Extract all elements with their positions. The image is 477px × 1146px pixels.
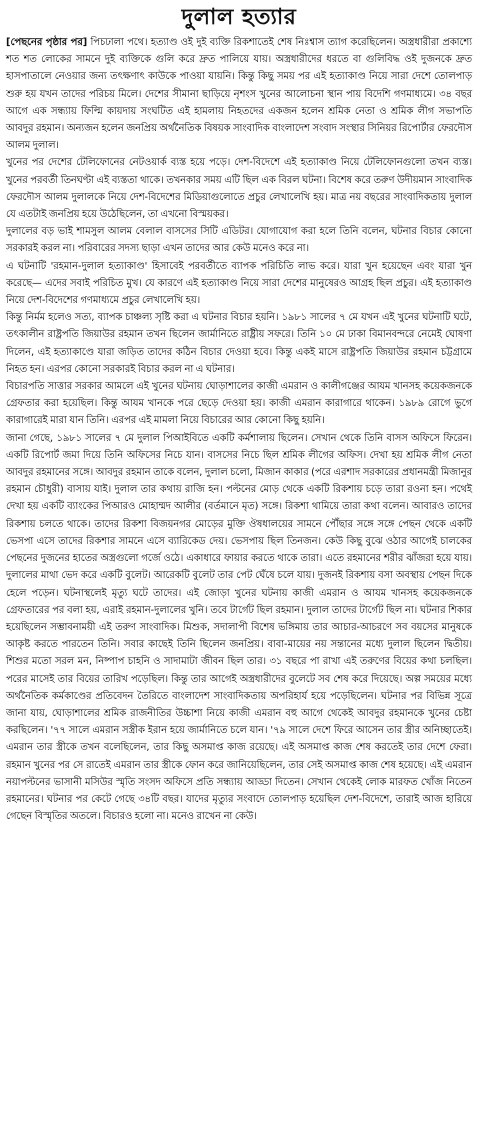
article-paragraph: কিন্তু নির্মম হলেও সত্য, ব্যাপক চাঞ্চল্য সৃষ্টি করা এ ঘটনার বিচার হয়নি। ১৯৮১ সালের ৭ মে যখন এই খুনের ঘটনাটি ঘটে, তৎকালীন রাষ্ট্রপতি জিয়াউর রহমান তখন ছিলেন জার্মানিতে রাষ্ট্রীয় সফরে। তিনি ১০ মে ঢাকা বিমানবন্দরে নেমেই ঘোষণা দিলেন, এই হত্যাকাণ্ডে যারা জড়িত তাদের কঠিন বিচার দেওয়া হবে। কিন্তু একই মাসে রাষ্ট্রপতি জিয়াউর রহমান চট্টগ্রামে নিহত হন। এরপর কোনো সরকারই বিচার করল না এ ঘটনার। bbox=[6, 312, 472, 375]
article-paragraph: বিচারপতি সাত্তার সরকার আমলে এই খুনের ঘটনায় ঘোড়াশালের কাজী এমরান ও কালীগঞ্জের আযম খানসহ কয়েকজনকে গ্রেফতার করা হয়েছিল। কিন্তু আযম খানকে পরে ছেড়ে দেওয়া হয়। কাজী এমরান কারাগারে থাকেন। ১৯৮৯ রোগে ভুগে কারাগারেই মারা যান তিনি। এরপর এই মামলা নিয়ে বিচারের আর কোনো কিছু হয়নি। bbox=[6, 381, 472, 427]
article-paragraph: জানা গেছে, ১৯৮১ সালের ৭ মে দুলাল পিআইবিতে একটি কর্মশালায় ছিলেন। সেখান থেকে তিনি বাসস অফিসে ফিরেন। একটি রিপোর্ট জমা দিয়ে তিনি অফিসের নিচে যান। বাসসের নিচে ছিল শ্রমিক লীগের অফিস। দেখা হয় শ্রমিক লীগ নেতা আবদুর রহমানের সঙ্গে। আবদুর রহমান তাকে বলেন, দুলাল চলো, মিজান কাকার (পরে এরশাদ সরকারের প্রধানমন্ত্রী মিজানুর রহমান চৌধুরী) বাসায় যাই। দুলাল তার কথায় রাজি হন। পল্টনের মোড় থেকে একটি রিকশায় চড়ে তারা রওনা হন। পথেই দেখা হয় একটি ব্যাংকের পিআরও মোহাম্মদ আলীর (বর্তমানে মৃত) সঙ্গে। রিকশা থামিয়ে তারা কথা বলেন। আবারও তাদের রিকশায় চলতে থাকে। তাদের রিকশা বিজয়নগর মোড়ের মুক্তি ঔষধালয়ের সামনে পৌঁছার সঙ্গে সঙ্গে পেছন থেকে একটি ভেসপা এসে তাদের রিকশার সামনে এসে ব্যারিকেড দেয়। ভেসপায় ছিল তিনজন। কেউ কিছু বুঝে ওঠার আগেই চালকের পেছনের দুজনের হাতের অস্ত্রগুলো গর্জে ওঠে। একাধারে ফায়ার করতে থাকে তারা। এতে রহমানের শরীর ঝাঁজরা হয়ে যায়। দুলালের মাথা ভেদ করে একটি বুলেট। আরেকটি বুলেট তার পেট ঘেঁষে চলে যায়। দুজনই রিকশায় বসা অবস্থায় পেছন দিকে হেলে পড়েন। ঘটনাস্থলেই মৃত্যু ঘটে তাদের। এই জোড়া খুনের ঘটনায় কাজী এমরান ও আযম খানসহ কয়েকজনকে গ্রেফতারের পর বলা হয়, এরাই রহমান-দুলালের খুনি। তবে টার্গেট ছিল রহমান। দুলাল তাদের টার্গেট ছিল না। ঘটনার শিকার হয়েছিলেন সম্ভাবনাময়ী এই তরুণ সাংবাদিক। মিশুক, সদালাপী বিশেষ ভঙ্গিমায় তার আচার-আচরণে সব বয়সের মানুষকে আকৃষ্ট করতে পারতেন তিনি। সবার কাছেই তিনি ছিলেন জনপ্রিয়। বাবা-মায়ের নয় সন্তানের মধ্যে দুলাল ছিলেন দ্বিতীয়। শিশুর মতো সরল মন, নিষ্পাপ চাহনি ও সাদামাটা জীবন ছিল তার। ৩১ বছরে পা রাখা এই তরুণের বিয়ের কথা চলছিল। পরের মাসেই তার বিয়ের তারিখ পড়েছিল। কিন্তু তার আগেই অস্ত্রধারীদের বুলেটে সব শেষ করে দিয়েছে। অল্প সময়ের মধ্যে অর্থনৈতিক কর্মকাণ্ডের প্রতিবেদন তৈরিতে বাংলাদেশ সাংবাদিকতায় অপরিহার্য হয়ে পড়েছিলেন। ঘটনার পর বিভিন্ন সূত্রে জানা যায়, ঘোড়াশালের শ্রমিক রাজনীতির উচ্চাশা নিয়ে কাজী এমরান বহু আগে থেকেই আবদুর রহমানকে খুনের চেষ্টা করছিলেন। '৭৭ সালে এমরান সস্ত্রীক ইরান হয়ে জার্মানিতে চলে যান। '৭৯ সালে দেশে ফিরে আসেন তার স্ত্রীর অনিচ্ছাতেই। এমরান তার স্ত্রীকে তখন বলেছিলেন, তার কিছু অসমাপ্ত কাজ রয়েছে। এই অসমাপ্ত কাজ শেষ করতেই তার দেশে ফেরা। রহমান খুনের পর সে রাতেই এমরান তার স্ত্রীকে ফোন করে জানিয়েছিলেন, তার সেই অসমাপ্ত কাজ শেষ হয়েছে। এই এমরান নয়াপল্টনের ভাসানী মসিউর স্মৃতি সংসদ অফিসে প্রতি সন্ধ্যায় আড্ডা দিতেন। সেখান থেকেই লোক মারফত খোঁজ নিতেন রহমানের। ঘটনার পর কেটে গেছে ৩৪টি বছর। যাদের মৃত্যুর সংবাদে তোলপাড় হয়েছিল দেশ-বিদেশে, তারাই আজ হারিয়ে গেছেন বিস্মৃতির অতলে। বিচারও হলো না। মনেও রাখেন না কেউ। bbox=[6, 432, 472, 823]
article-body bbox=[6, 34, 472, 825]
article-paragraph: খুনের পর দেশের টেলিফোনের নেটওয়ার্ক ব্যস্ত হয়ে পড়ে। দেশ-বিদেশে এই হত্যাকাণ্ড নিয়ে টেলিফোনগুলো তখন ব্যস্ত। খুনের পরবর্তী তিনঘণ্টা এই ব্যস্ততা থাকে। তখনকার সময় এটি ছিল এক বিরল ঘটনা। বিশেষ করে তরুণ উদীয়মান সাংবাদিক ফেরদৌস আলম দুলালকে নিয়ে দেশ-বিদেশের মিডিয়াগুলোতে প্রচুর লেখালেখি হয়। মাত্র নয় বছরের সাংবাদিকতায় দুলাল যে এতটাই জনপ্রিয় হয়ে উঠেছিলেন, তা এখনো বিস্ময়কর। bbox=[6, 157, 472, 221]
article-headline: দুলাল হত্যার bbox=[181, 5, 297, 30]
article-paragraph bbox=[6, 34, 472, 154]
article-paragraph: এ ঘটনাটি 'রহমান-দুলাল হত্যাকাণ্ড' হিসাবেই পরবর্তীতে ব্যাপক পরিচিতি লাভ করে। যারা খুন হয়েছেন এবং যারা খুন করেছে— এদের সবাই পরিচিত মুখ। যে কারণে এই হত্যাকাণ্ড নিয়ে সারা দেশের মানুষেরও আগ্রহ ছিল প্রচুর। এই হত্যাকাণ্ড নিয়ে দেশ-বিদেশের গণমাধ্যমে প্রচুর লেখালেখি হয়। bbox=[6, 260, 472, 307]
article-paragraph-text: পিচঢালা পথে। হত্যাণ্ড ওই দুই ব্যক্তি রিকশাতেই শেষ নিঃশ্বাস ত্যাগ করেছিলেন। অস্ত্রধারীরা প্রকাশ্যে শত শত লোকের সামনে দুই ব্যক্তিকে গুলি করে দ্রুত পালিয়ে যায়। অস্ত্রধারীদের ধরতে বা গুলিবিদ্ধ ওই দুজনকে দ্রুত হাসপাতালে নেওয়ার জন্য তৎক্ষণাৎ কাউকে পাওয়া যায়নি। কিন্তু কিছু সময় পর এই হত্যাকাণ্ড নিয়ে সারা দেশে তোলপাড় শুরু হয় যখন তাদের পরিচয় মিলে। দেশের সীমানা ছাড়িয়ে নৃশংস খুনের আলোচনা স্থান পায় বিদেশি গণমাধ্যমে। ৩৪ বছর আগে এক সন্ধ্যায় ফিল্মি কায়দায় সংঘটিত এই হামলায় নিহতদের একজন হলেন শ্রমিক নেতা ও শ্রমিক লীগ সভাপতি আবদুর রহমান। অন্যজন হলেন জনপ্রিয় অর্থনৈতিক বিষয়ক সাংবাদিক বাংলাদেশ সংবাদ সংস্থার সিনিয়র রিপোর্টার ফেরদৌস আলম দুলাল। bbox=[6, 37, 472, 152]
continuation-marker: [পেছনের পৃষ্ঠার পর] bbox=[6, 37, 88, 48]
article-paragraph: দুলালের বড় ভাই শামসুল আলম বেলাল বাসসের সিটি এডিটর। যোগাযোগ করা হলে তিনি বলেন, ঘটনার বিচার কোনো সরকারই করল না। পরিবারের সদস্য ছাড়া এখন তাদের আর কেউ মনেও করে না। bbox=[6, 226, 472, 255]
